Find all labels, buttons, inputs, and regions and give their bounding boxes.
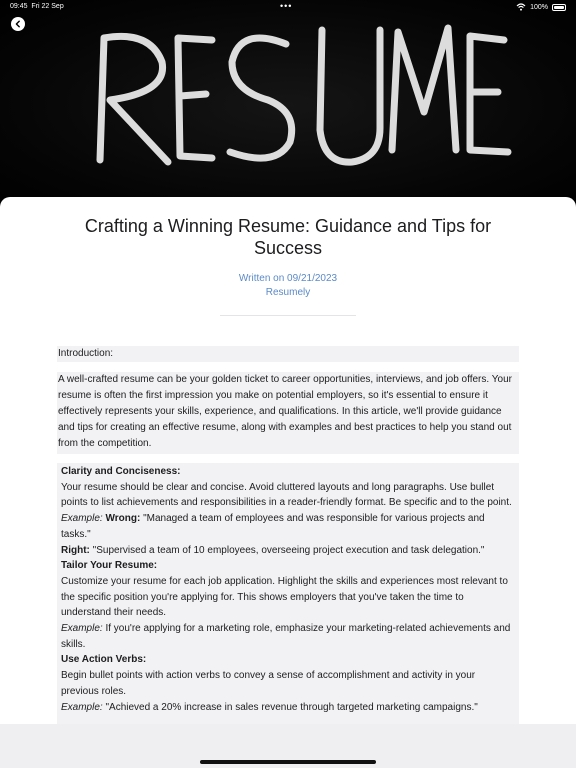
multitasking-dots-icon[interactable]: ••• (280, 1, 293, 11)
section-tailor (61, 558, 515, 652)
chevron-left-icon (14, 20, 22, 28)
section-heading: Use Action Verbs: (61, 654, 147, 666)
tips-block (57, 463, 519, 727)
bottom-bar (0, 724, 576, 768)
right-label: Right: (61, 544, 90, 556)
section-body: Customize your resume for each job application. Highlight the skills and experiences most relevant to the specific position you're applying for. This shows employers that you've taken the time to understand their needs. (61, 575, 508, 619)
status-bar (0, 0, 576, 14)
example-label: Example: (61, 701, 103, 713)
section-clarity (61, 464, 515, 558)
article-author[interactable]: Resumely (265, 287, 311, 298)
section-body: Begin bullet points with action verbs to convey a sense of accomplishment and activity in your previous roles. (61, 670, 476, 697)
section-heading: Clarity and Conciseness: (61, 466, 181, 477)
home-indicator[interactable] (200, 760, 376, 764)
resume-chalk-lettering (0, 0, 576, 210)
status-time (10, 3, 64, 10)
intro-heading: Introduction: (57, 346, 519, 362)
example-label: Example: (61, 513, 103, 525)
article-meta (0, 272, 576, 300)
status-right (516, 3, 566, 11)
section-body: Your resume should be clear and concise. Avoid cluttered layouts and long paragraphs. Use bullet points to list achievements and responsibilities in a reader-friendly format. Be specific and to the point. (61, 481, 512, 509)
back-button[interactable] (11, 17, 25, 31)
battery-icon (552, 4, 566, 11)
wrong-example: "Managed a team of employees and was responsible for various projects and tasks." (61, 513, 485, 540)
status-clock: 09:45 (10, 3, 28, 10)
article-title: Crafting a Winning Resume: Guidance and Tips for Success (84, 216, 492, 258)
intro-paragraph: A well-crafted resume can be your golden ticket to career opportunities, interviews, and job offers. Your resume is often the first impression you make on potential employers, so it's essential to ensure it effectively represents your skills, experience, and qualifications. In this article, we'll provide guidance and tips for creating an effective resume, along with examples and best practices to help you stand out from the competition. (57, 372, 519, 454)
wrong-label: Wrong: (105, 513, 141, 525)
section-action-verbs (61, 652, 515, 715)
status-date: Fri 22 Sep (31, 3, 64, 10)
battery-percent: 100% (530, 3, 548, 11)
divider (220, 315, 356, 316)
right-example: "Supervised a team of 10 employees, overseeing project execution and task delegation." (92, 544, 485, 556)
hero-image (0, 0, 576, 210)
article-card (0, 197, 576, 727)
article-date: Written on 09/21/2023 (238, 273, 338, 284)
example-text: "Achieved a 20% increase in sales revenue through targeted marketing campaigns." (105, 701, 478, 713)
section-heading: Tailor Your Resume: (61, 560, 158, 572)
example-label: Example: (61, 623, 103, 635)
wifi-icon (516, 3, 526, 11)
example-text: If you're applying for a marketing role, emphasize your marketing-related achievements and skills. (61, 623, 511, 650)
